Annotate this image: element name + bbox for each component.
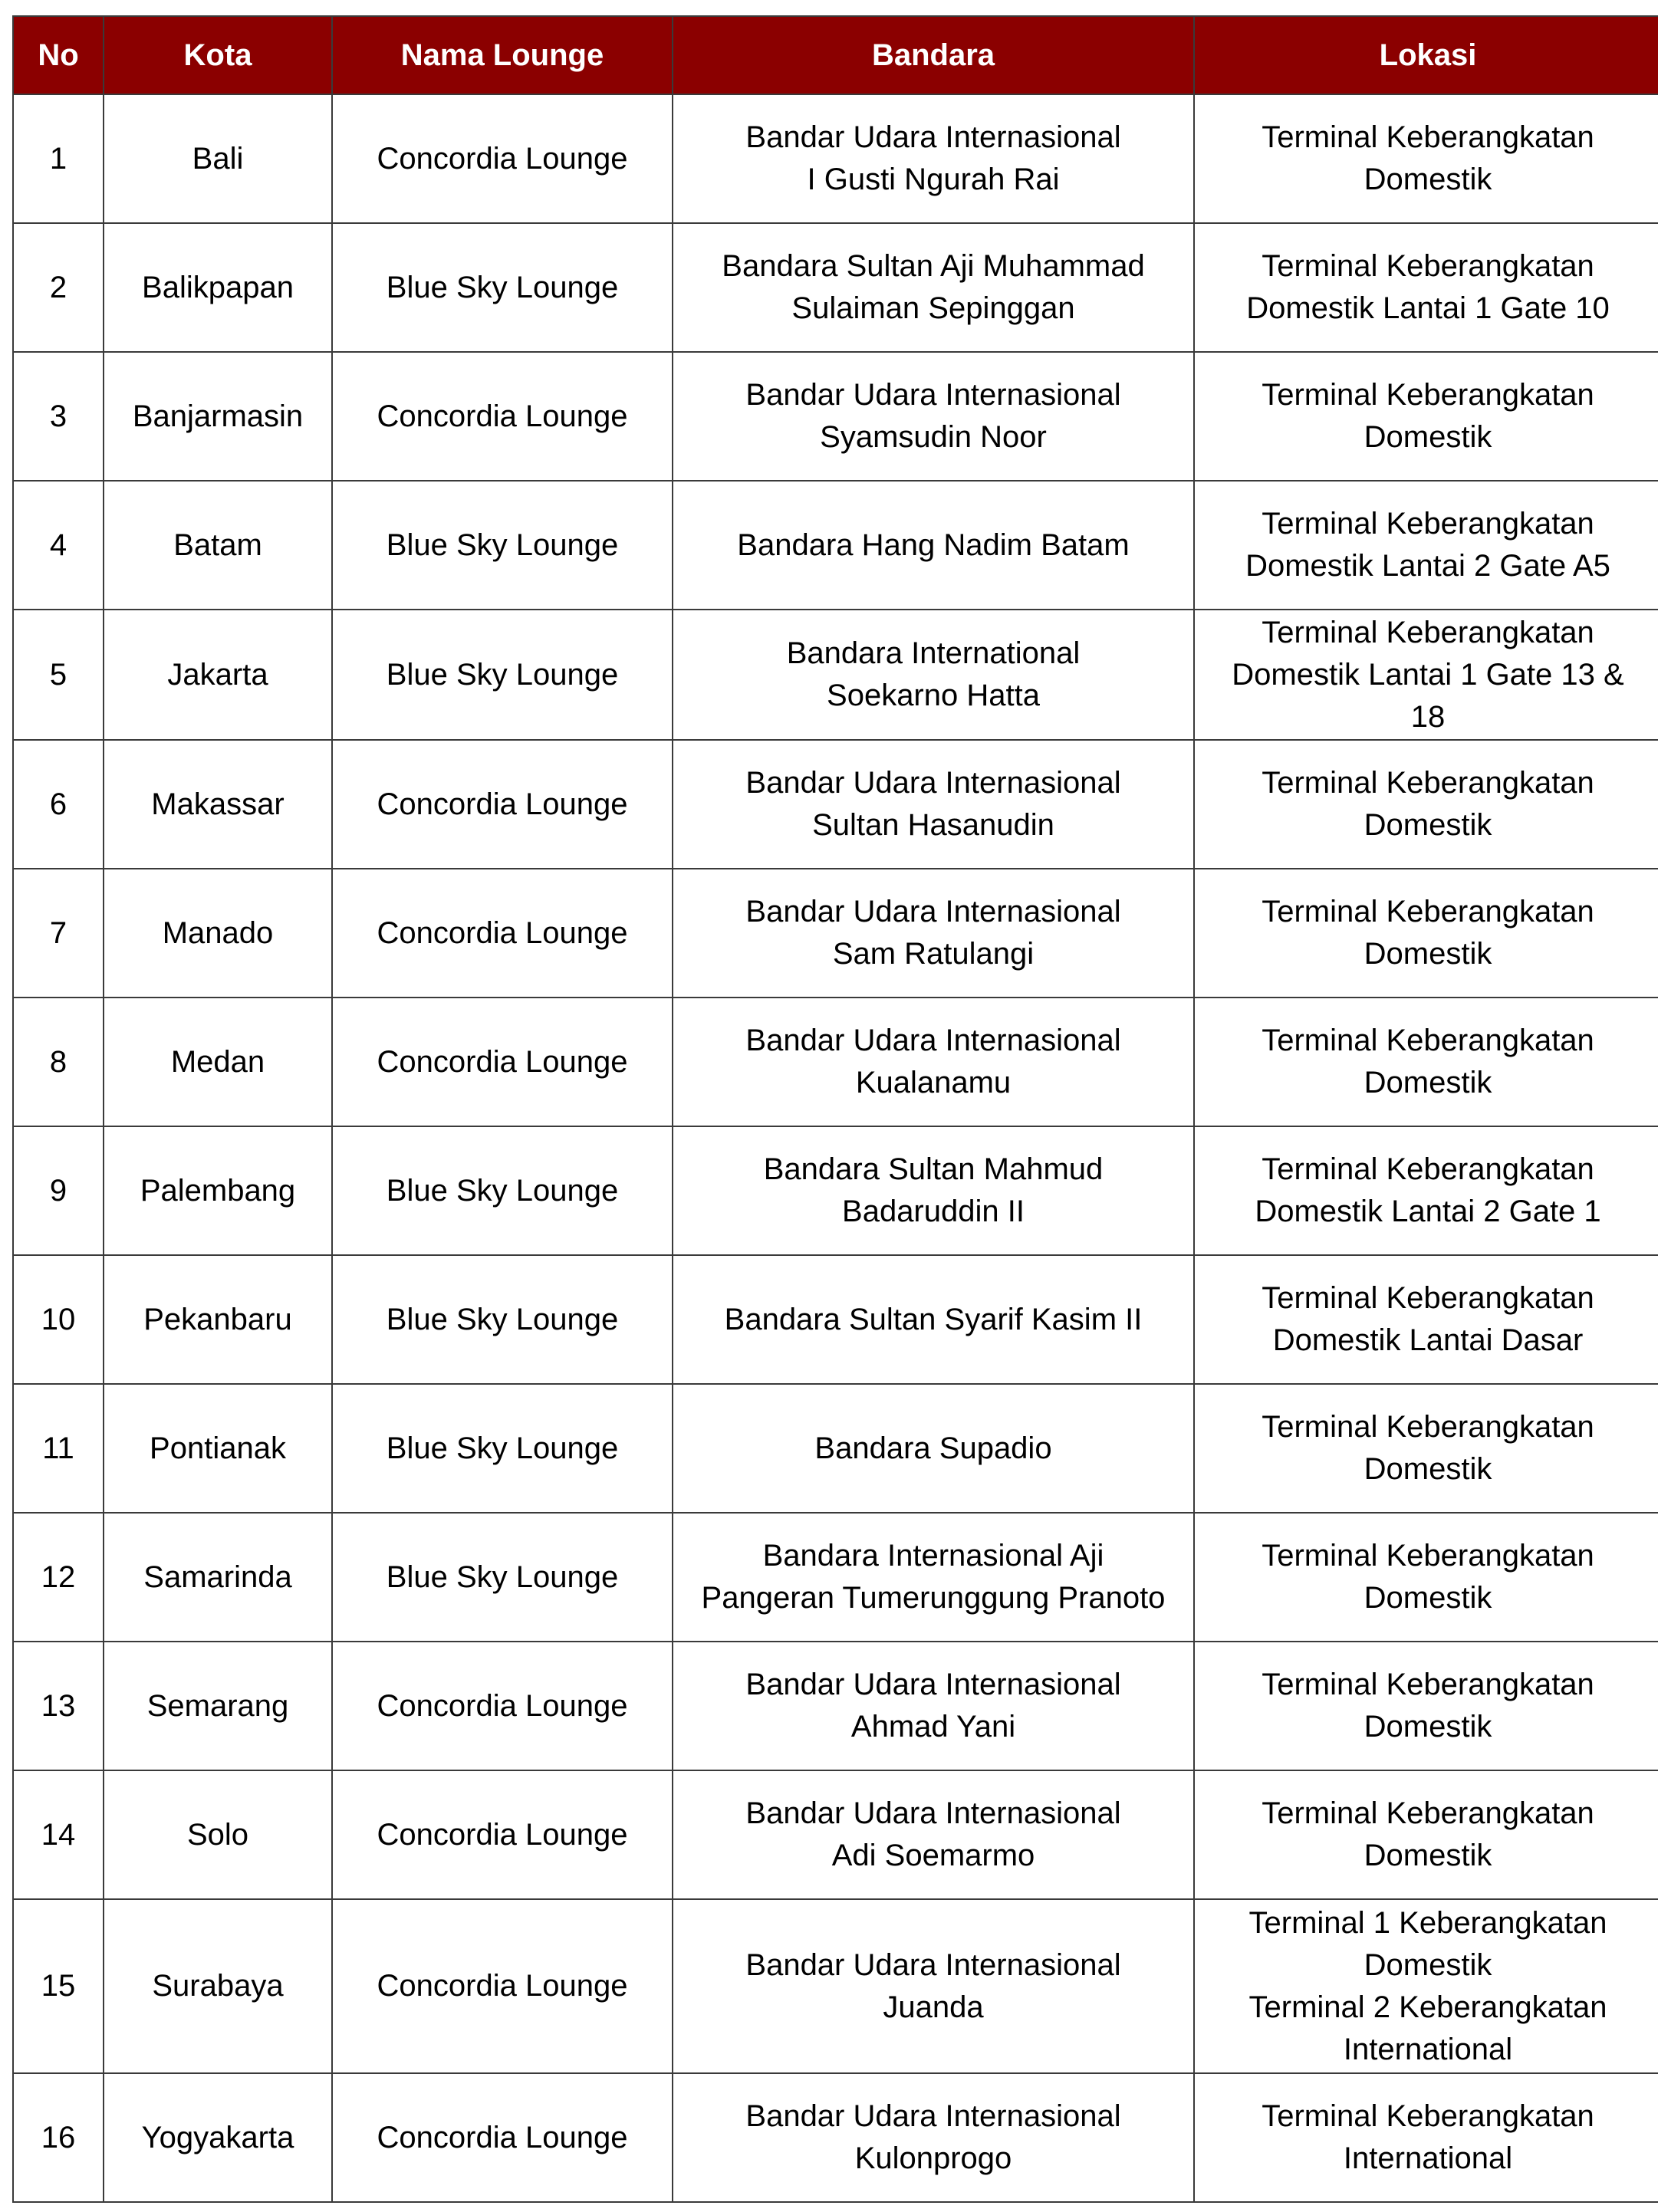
cell-kota — [104, 352, 332, 481]
cell-lokasi — [1194, 1126, 1658, 1255]
cell-text: Concordia Lounge — [377, 2120, 628, 2154]
cell-text: Bandar Udara Internasional Sultan Hasanudin — [745, 766, 1121, 842]
cell-bandara — [673, 1642, 1194, 1770]
cell-no — [13, 352, 104, 481]
cell-text: Bandar Udara Internasional Adi Soemarmo — [745, 1796, 1121, 1872]
cell-nama-lounge — [332, 94, 673, 223]
cell-text: Bandara Hang Nadim Batam — [737, 528, 1130, 562]
cell-kota — [104, 1642, 332, 1770]
cell-text: Banjarmasin — [132, 399, 304, 433]
cell-lokasi — [1194, 740, 1658, 869]
cell-nama-lounge — [332, 352, 673, 481]
cell-no — [13, 1384, 104, 1513]
cell-text: Batam — [173, 528, 262, 562]
cell-text: Blue Sky Lounge — [386, 657, 619, 692]
table-row — [13, 1384, 1658, 1513]
cell-text: 13 — [41, 1688, 76, 1723]
table-row — [13, 1126, 1658, 1255]
cell-bandara — [673, 352, 1194, 481]
cell-kota — [104, 2073, 332, 2202]
cell-text: Terminal Keberangkatan Domestik — [1262, 120, 1594, 196]
cell-bandara — [673, 481, 1194, 610]
cell-text: 6 — [49, 787, 67, 821]
cell-nama-lounge — [332, 1642, 673, 1770]
cell-lokasi — [1194, 1255, 1658, 1384]
cell-text: Terminal Keberangkatan Domestik Lantai 1 Gate 10 — [1246, 249, 1610, 325]
cell-text: Terminal Keberangkatan Domestik — [1262, 378, 1594, 454]
cell-text: Pontianak — [150, 1431, 286, 1465]
header-kota: Kota — [104, 16, 332, 94]
cell-text: Bandar Udara Internasional Kualanamu — [745, 1024, 1121, 1099]
cell-text: Concordia Lounge — [377, 1817, 628, 1852]
cell-text: Bandar Udara Internasional Ahmad Yani — [745, 1668, 1121, 1744]
cell-text: 5 — [49, 657, 67, 692]
cell-bandara — [673, 740, 1194, 869]
cell-text: Terminal Keberangkatan Domestik — [1262, 766, 1594, 842]
cell-no — [13, 2073, 104, 2202]
cell-bandara — [673, 1255, 1194, 1384]
cell-text: Terminal Keberangkatan Domestik Lantai 2 Gate A5 — [1245, 507, 1610, 583]
cell-text: Blue Sky Lounge — [386, 1431, 619, 1465]
table-row — [13, 740, 1658, 869]
cell-text: Manado — [162, 915, 274, 950]
cell-text: 7 — [49, 915, 67, 950]
cell-nama-lounge — [332, 869, 673, 998]
cell-kota — [104, 1770, 332, 1899]
cell-no — [13, 998, 104, 1126]
cell-kota — [104, 481, 332, 610]
cell-nama-lounge — [332, 1770, 673, 1899]
cell-kota — [104, 1126, 332, 1255]
cell-text: Concordia Lounge — [377, 787, 628, 821]
cell-no — [13, 1899, 104, 2073]
cell-no — [13, 740, 104, 869]
table-row — [13, 481, 1658, 610]
cell-lokasi — [1194, 998, 1658, 1126]
cell-text: Terminal 1 Keberangkatan Domestik Terminal 2 Keberangkatan International — [1248, 1905, 1607, 2066]
cell-nama-lounge — [332, 1899, 673, 2073]
cell-nama-lounge — [332, 740, 673, 869]
cell-text: Palembang — [140, 1173, 296, 1208]
cell-text: 12 — [41, 1560, 76, 1594]
cell-text: Terminal Keberangkatan International — [1262, 2099, 1594, 2175]
cell-text: Terminal Keberangkatan Domestik — [1262, 1539, 1594, 1615]
cell-nama-lounge — [332, 223, 673, 352]
cell-bandara — [673, 1513, 1194, 1642]
table-row — [13, 1255, 1658, 1384]
cell-text: 1 — [49, 141, 67, 176]
cell-text: Pekanbaru — [143, 1302, 292, 1336]
cell-text: Bandara Sultan Mahmud Badaruddin II — [763, 1152, 1104, 1228]
header-row — [13, 16, 1658, 94]
cell-text: Medan — [170, 1044, 265, 1079]
cell-kota — [104, 94, 332, 223]
cell-text: Concordia Lounge — [377, 1969, 628, 2003]
cell-text: Concordia Lounge — [377, 141, 628, 176]
header-lokasi: Lokasi — [1194, 16, 1658, 94]
cell-no — [13, 1126, 104, 1255]
table-row — [13, 869, 1658, 998]
cell-text: Makassar — [151, 787, 285, 821]
cell-text: 8 — [49, 1044, 67, 1079]
cell-no — [13, 1255, 104, 1384]
cell-bandara — [673, 1126, 1194, 1255]
table-row — [13, 2073, 1658, 2202]
cell-bandara — [673, 998, 1194, 1126]
cell-lokasi — [1194, 94, 1658, 223]
cell-text: Blue Sky Lounge — [386, 1173, 619, 1208]
cell-lokasi — [1194, 352, 1658, 481]
cell-kota — [104, 998, 332, 1126]
cell-bandara — [673, 2073, 1194, 2202]
cell-no — [13, 869, 104, 998]
cell-no — [13, 1642, 104, 1770]
cell-nama-lounge — [332, 1384, 673, 1513]
cell-text: 11 — [42, 1431, 74, 1465]
cell-text: 16 — [41, 2120, 76, 2154]
cell-text: Terminal Keberangkatan Domestik Lantai 1 Gate 13 & 18 — [1232, 615, 1624, 734]
cell-text: Bandara International Soekarno Hatta — [786, 636, 1081, 712]
cell-text: Terminal Keberangkatan Domestik — [1262, 1024, 1594, 1099]
cell-text: 3 — [49, 399, 67, 433]
cell-text: Samarinda — [143, 1560, 292, 1594]
cell-text: Concordia Lounge — [377, 915, 628, 950]
header-bandara: Bandara — [673, 16, 1194, 94]
cell-no — [13, 1770, 104, 1899]
cell-nama-lounge — [332, 1126, 673, 1255]
cell-kota — [104, 1384, 332, 1513]
cell-lokasi — [1194, 1642, 1658, 1770]
cell-nama-lounge — [332, 1255, 673, 1384]
cell-kota — [104, 610, 332, 740]
cell-text: Bandar Udara Internasional Syamsudin Noor — [745, 378, 1121, 454]
table-header — [13, 16, 1658, 94]
lounge-table — [12, 15, 1658, 2203]
cell-lokasi — [1194, 610, 1658, 740]
cell-lokasi — [1194, 1384, 1658, 1513]
cell-text: Balikpapan — [142, 270, 294, 304]
cell-text: Blue Sky Lounge — [386, 1560, 619, 1594]
table-row — [13, 1513, 1658, 1642]
cell-text: 4 — [49, 528, 67, 562]
cell-text: 14 — [41, 1817, 76, 1852]
cell-nama-lounge — [332, 2073, 673, 2202]
cell-text: Semarang — [146, 1688, 289, 1723]
cell-bandara — [673, 94, 1194, 223]
cell-text: Jakarta — [167, 657, 268, 692]
table-body — [13, 94, 1658, 2202]
cell-text: Terminal Keberangkatan Domestik — [1262, 1410, 1594, 1486]
cell-text: Terminal Keberangkatan Domestik Lantai 2 Gate 1 — [1255, 1152, 1601, 1228]
cell-text: Bandar Udara Internasional I Gusti Ngurah Rai — [745, 120, 1121, 196]
cell-text: Surabaya — [152, 1969, 284, 2003]
cell-text: 15 — [41, 1969, 76, 2003]
cell-no — [13, 94, 104, 223]
cell-text: Concordia Lounge — [377, 399, 628, 433]
cell-text: Blue Sky Lounge — [386, 1302, 619, 1336]
cell-text: Concordia Lounge — [377, 1044, 628, 1079]
cell-text: Bandar Udara Internasional Juanda — [745, 1947, 1121, 2024]
cell-text: Solo — [186, 1817, 249, 1852]
cell-text: Concordia Lounge — [377, 1688, 628, 1723]
cell-text: Bandara Sultan Syarif Kasim II — [724, 1302, 1143, 1336]
cell-kota — [104, 1513, 332, 1642]
cell-lokasi — [1194, 1770, 1658, 1899]
cell-no — [13, 1513, 104, 1642]
table-row — [13, 94, 1658, 223]
cell-nama-lounge — [332, 1513, 673, 1642]
cell-nama-lounge — [332, 610, 673, 740]
cell-text: Blue Sky Lounge — [386, 528, 619, 562]
cell-lokasi — [1194, 481, 1658, 610]
cell-text: Bandar Udara Internasional Kulonprogo — [745, 2099, 1121, 2175]
cell-lokasi — [1194, 223, 1658, 352]
cell-nama-lounge — [332, 998, 673, 1126]
cell-text: Yogyakarta — [141, 2120, 294, 2154]
header-nama-lounge: Nama Lounge — [332, 16, 673, 94]
cell-bandara — [673, 1384, 1194, 1513]
cell-kota — [104, 223, 332, 352]
cell-bandara — [673, 610, 1194, 740]
table-row — [13, 998, 1658, 1126]
cell-text: Terminal Keberangkatan Domestik Lantai Dasar — [1262, 1281, 1594, 1357]
cell-kota — [104, 1255, 332, 1384]
cell-text: 2 — [49, 270, 67, 304]
cell-bandara — [673, 1899, 1194, 2073]
cell-lokasi — [1194, 2073, 1658, 2202]
cell-text: Bali — [192, 141, 244, 176]
cell-nama-lounge — [332, 481, 673, 610]
table-row — [13, 1899, 1658, 2073]
cell-text: Bandara Supadio — [814, 1431, 1052, 1465]
cell-bandara — [673, 1770, 1194, 1899]
cell-kota — [104, 1899, 332, 2073]
cell-kota — [104, 740, 332, 869]
cell-kota — [104, 869, 332, 998]
cell-text: Blue Sky Lounge — [386, 270, 619, 304]
table-row — [13, 223, 1658, 352]
header-no: No — [13, 16, 104, 94]
table-row — [13, 1642, 1658, 1770]
table-row — [13, 352, 1658, 481]
cell-lokasi — [1194, 869, 1658, 998]
cell-text: Terminal Keberangkatan Domestik — [1262, 1668, 1594, 1744]
cell-text: 9 — [49, 1173, 67, 1208]
cell-text: 10 — [41, 1302, 76, 1336]
cell-text: Bandar Udara Internasional Sam Ratulangi — [745, 895, 1121, 971]
table-row — [13, 1770, 1658, 1899]
cell-bandara — [673, 223, 1194, 352]
cell-lokasi — [1194, 1899, 1658, 2073]
cell-text: Terminal Keberangkatan Domestik — [1262, 1796, 1594, 1872]
cell-text: Bandara Sultan Aji Muhammad Sulaiman Sepinggan — [722, 249, 1145, 325]
cell-text: Bandara Internasional Aji Pangeran Tumerunggung Pranoto — [701, 1539, 1166, 1615]
cell-bandara — [673, 869, 1194, 998]
table-row — [13, 610, 1658, 740]
cell-lokasi — [1194, 1513, 1658, 1642]
cell-no — [13, 481, 104, 610]
cell-no — [13, 223, 104, 352]
cell-text: Terminal Keberangkatan Domestik — [1262, 895, 1594, 971]
cell-no — [13, 610, 104, 740]
